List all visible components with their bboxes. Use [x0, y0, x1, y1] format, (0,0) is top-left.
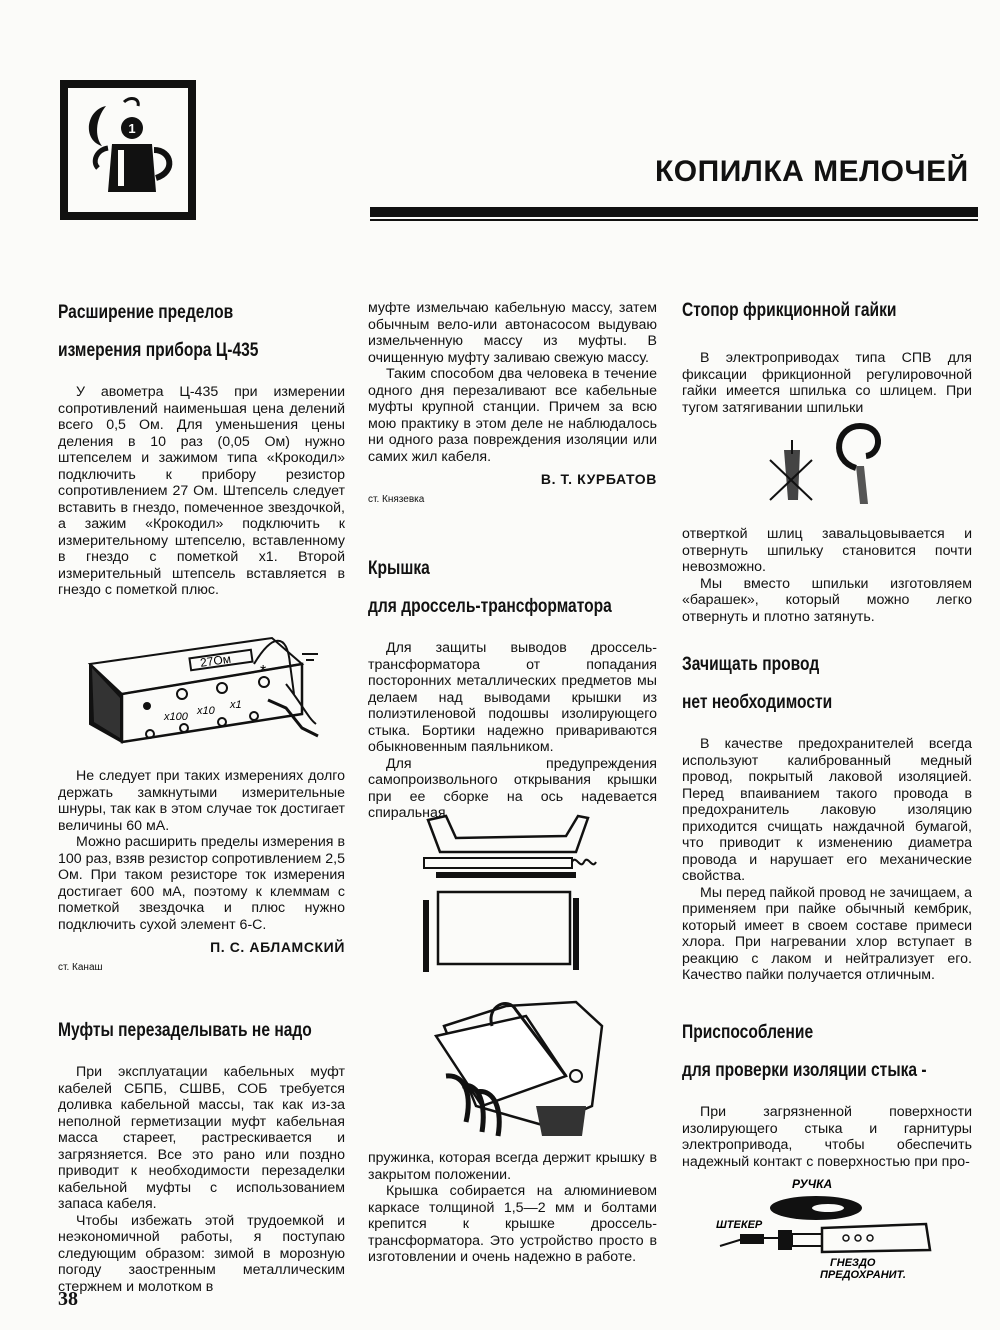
resistor-label: 27Ом	[199, 651, 232, 670]
handle-label: РУЧКА	[792, 1177, 833, 1191]
logo-digit: 1	[128, 121, 136, 136]
svg-text:x10: x10	[197, 705, 215, 717]
header-rule	[370, 207, 978, 217]
article-title-line: Муфты перезаделывать не надо	[58, 1020, 312, 1041]
tester-figure	[716, 1172, 946, 1282]
avometer-figure	[72, 624, 342, 744]
author: П. С. АБЛАМСКИЙ	[210, 939, 345, 955]
paragraph: Можно расширить пределы измерения в 100 раз, взяв резистор сопротивлением 2,5 Ом. При таком резисторе ток измерения достигает 600 мА, поэтому к клеммам с пометкой звездочка и плюс нужно подключить сухой элемент 6-С.	[58, 834, 345, 933]
article-friction-nut-end	[682, 526, 972, 625]
paragraph: Чтобы избежать этой трудоемкой и неэкономичной работы, я поступаю следующим образом: зимой в морозную погоду заостренным металлическим стержнем и молотком в	[58, 1212, 345, 1295]
article-title-line: Расширение пределов	[58, 302, 234, 323]
svg-text:*: *	[260, 663, 267, 680]
article-cable-couplings-continued	[368, 300, 657, 508]
article-title-line: для дроссель-трансформатора	[368, 596, 612, 617]
article-cable-couplings	[58, 1012, 345, 1295]
article-title-line: нет необходимости	[682, 692, 833, 713]
paragraph: У авометра Ц-435 при измерении сопротивлений наименьшая цена делений всего 0,5 Ом. Для уменьшения цены деления в 10 раз (0,05 Ом) нужно штепселем и зажимом типа «Крокодил» подключить к прибору резистор сопротивлением 27 Ом. Штепсель следует вставить в гнездо, помеченное звездочкой, а зажим «Крокодил» подключить к измерительному штепселю, вставленному в гнездо с пометкой x1. Второй измерительный штепсель вставляется в гнездо с пометкой плюс.	[58, 384, 345, 598]
kettle-icon	[68, 88, 188, 212]
section-logo	[60, 80, 196, 220]
wing-screw-figure	[764, 420, 894, 516]
paragraph: отверткой шлиц завальцовывается и отвернуть шпильку становится почти невозможно.	[682, 526, 972, 575]
fuse-label: ПРЕДОХРАНИТ.	[820, 1269, 906, 1281]
paragraph: Для предупреждения самопроизвольного открывания крышки при ее сборке на ось надевается спиральная	[368, 755, 657, 821]
paragraph: В качестве предохранителей всегда используют калиброванный медный провод, покрытый лаковой изоляцией. Перед впаиванием такого провода в предохранитель лаковую изоляцию приходится счищать наждачной бумагой, что приводит к изменению диаметра провода и нарушает его механические свойства.	[682, 736, 972, 884]
paragraph: Не следует при таких измерениях долго держать замкнутыми измерительные шнуры, так как в этом случае ток достигает величины 60 мА.	[58, 768, 345, 834]
paragraph: В электроприводах типа СПВ для фиксации фрикционной регулировочной гайки имеется шпилька со шлицем. При тугом затягивании шпильки	[682, 350, 972, 416]
article-choke-cover	[368, 550, 657, 822]
cover-figure	[416, 806, 616, 1146]
article-insulation-tester	[682, 1014, 972, 1170]
article-title-line: для проверки изоляции стыка -	[682, 1060, 927, 1081]
plug-label: ШТЕКЕР	[716, 1219, 763, 1231]
page-number: 38	[58, 1288, 78, 1310]
place: ст. Князевка	[368, 493, 425, 505]
paragraph: Мы вместо шпильки изготовляем «барашек», который можно легко отвернуть и плотно затянуть.	[682, 575, 972, 625]
socket-label: ГНЕЗДО	[830, 1257, 876, 1269]
paragraph: Крышка собирается на алюминиевом каркасе толщиной 1,5—2 мм и болтами крепится к крышке дроссель-трансформатора. Это устройство просто в изготовлении и очень надежно в работе.	[368, 1183, 657, 1265]
article-wire-cleaning	[682, 646, 972, 984]
paragraph: При загрязненной поверхности изолирующего стыка и гарнитуры электропривода, чтобы обеспечить надежный контакт с поверхностью при про-	[682, 1104, 972, 1170]
place: ст. Канаш	[58, 961, 103, 973]
paragraph: Таким способом два человека в течение одного дня перезаливают все кабельные муфты крупной станции. Причем за всю мою практику в этом деле не наблюдалось ни одного раза повреждения изоляции или самих жил кабеля.	[368, 366, 657, 465]
svg-text:x1: x1	[230, 699, 242, 711]
article-title-line: Приспособление	[682, 1022, 814, 1043]
article-title-line: Зачищать провод	[682, 654, 820, 675]
author: В. Т. КУРБАТОВ	[540, 471, 657, 487]
article-title-line: Крышка	[368, 558, 430, 579]
article-title-line: Стопор фрикционной гайки	[682, 300, 897, 321]
paragraph: муфте измельчаю кабельную массу, затем обычным вело-или автонасосом выдуваю измельченную массу из муфты. В очищенную муфту заливаю свежую массу.	[368, 300, 657, 366]
paragraph: Мы перед пайкой провод не зачищаем, а применяем при пайке обычный кембрик, который имеет в своем составе примеси хлора. При нагревании хлор вступает в реакцию с лаком и нейтрализует его. Качество пайки получается отличным.	[682, 884, 972, 983]
paragraph: пружинка, которая всегда держит крышку в закрытом положении.	[368, 1150, 657, 1183]
article-title-line: измерения прибора Ц-435	[58, 340, 259, 361]
paragraph: Для защиты выводов дроссель-трансформатора от попадания посторонних металлических предметов мы делаем над выводами крышки из полиэтиленовой подошвы изолирующего стыка. Бортики надежно привариваются обыкновенным паяльником.	[368, 640, 657, 755]
header-rule-thin	[370, 219, 978, 221]
svg-text:x100: x100	[164, 711, 188, 723]
article-friction-nut	[682, 292, 972, 416]
article-choke-cover-end	[368, 1150, 657, 1266]
paragraph: При эксплуатации кабельных муфт кабелей СБПБ, СШВБ, СОБ требуется доливка кабельной массы, так как из-за неполной герметизации муфт кабельная масса стареет, растрескивается и загрязняется. Все это рано или поздно приводит к необходимости перезаделки кабельной муфты с использованием запаса кабеля.	[58, 1064, 345, 1212]
section-title: КОПИЛКА МЕЛОЧЕЙ	[655, 155, 969, 188]
article-range-extension-end	[58, 768, 345, 976]
article-range-extension	[58, 294, 345, 599]
